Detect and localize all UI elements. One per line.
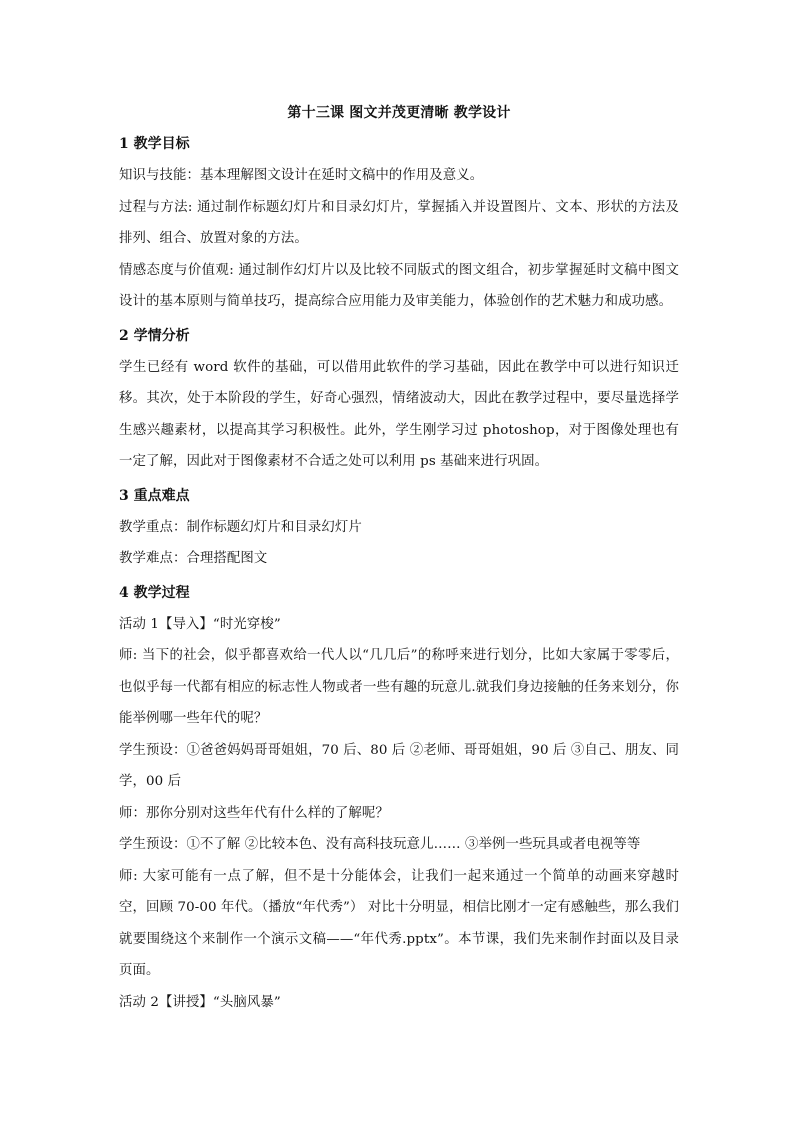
- section-heading-objectives: 1 教学目标: [119, 136, 190, 152]
- paragraph-teacher-summary: 师: 大家可能有一点了解，但不是十分能体会，让我们一起来通过一个简单的动画来穿越时空，回顾 70-00 年代。（播放“年代秀”） 对比十分明显，相信比刚才一定有感触些，那么我们就要围绕这个来制作一个演示文稿——“年代秀.pptx”。本节课，我们先来制作封面以及目录页面。: [119, 868, 679, 978]
- paragraph-difficult-point: 教学难点：合理搭配图文: [119, 551, 268, 566]
- section-heading-student-analysis: 2 学情分析: [119, 327, 190, 344]
- paragraph-activity-2-title: 活动 2【讲授】“头脑风暴”: [119, 994, 281, 1010]
- document-body: [119, 100, 679, 1018]
- paragraph-attitude-values: 情感态度与价值观: 通过制作幻灯片以及比较不同版式的图文组合，初步掌握延时文稿中图文设计的基本原则与简单技巧，提高综合应用能力及审美能力，体验创作的艺术魅力和成功感。: [119, 262, 679, 309]
- paragraph-student-analysis: 学生已经有 word 软件的基础，可以借用此软件的学习基础，因此在教学中可以进行知识迁移。其次，处于本阶段的学生，好奇心强烈，情绪波动大，因此在教学过程中，要尽量选择学生感兴趣素材，以提高其学习积极性。此外，学生刚学习过 photoshop，对于图像处理也有一定了解，因此对于图像素材不合适之处可以利用 ps 基础来进行巩固。: [119, 359, 679, 469]
- paragraph-process-methods: 过程与方法: 通过制作标题幻灯片和目录幻灯片，掌握插入并设置图片、文本、形状的方法及排列、组合、放置对象的方法。: [119, 199, 679, 246]
- document-title: 第十三课 图文并茂更清晰 教学设计: [287, 105, 511, 121]
- paragraph-activity-1-title: 活动 1【导入】“时光穿梭”: [119, 616, 281, 632]
- paragraph-teacher-intro: 师: 当下的社会，似乎都喜欢给一代人以“几几后”的称呼来进行划分，比如大家属于零零后，也似乎每一代都有相应的标志性人物或者一些有趣的玩意儿.就我们身边接触的任务来划分，你能举例哪一些年代的呢？: [119, 648, 679, 726]
- paragraph-teacher-question: 师：那你分别对这些年代有什么样的了解呢？: [119, 805, 389, 821]
- paragraph-knowledge-skills: 知识与技能：基本理解图文设计在延时文稿中的作用及意义。: [119, 168, 484, 183]
- paragraph-key-point: 教学重点：制作标题幻灯片和目录幻灯片: [119, 519, 362, 535]
- section-heading-key-points: 3 重点难点: [119, 487, 190, 504]
- section-heading-teaching-process: 4 教学过程: [119, 584, 190, 601]
- paragraph-student-expected-1: 学生预设：①爸爸妈妈哥哥姐姐，70 后、80 后 ②老师、哥哥姐姐，90 后 ③自己、朋友、同学，00 后: [119, 742, 679, 789]
- paragraph-student-expected-2: 学生预设：①不了解 ②比较本色、没有高科技玩意儿…… ③举例一些玩具或者电视等等: [119, 837, 641, 852]
